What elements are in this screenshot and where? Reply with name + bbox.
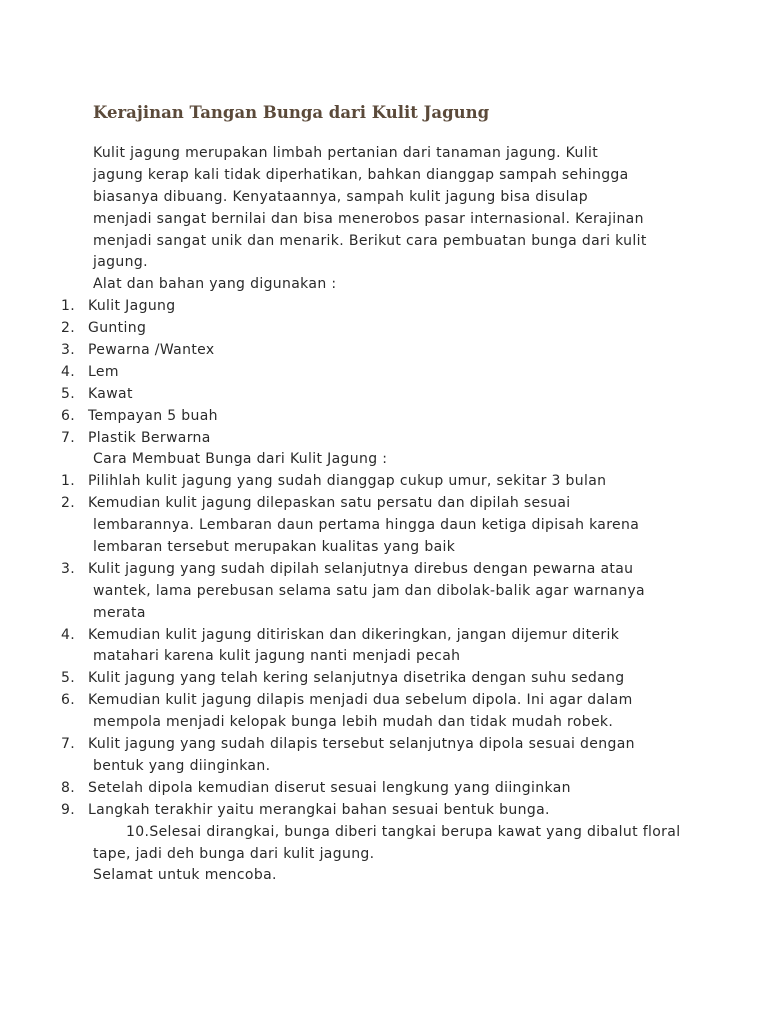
list-item xyxy=(0,340,768,362)
list-number: 2. xyxy=(61,495,76,512)
list-text: Pilihlah kulit jagung yang sudah dianggap cukup umur, sekitar 3 bulan xyxy=(88,473,607,490)
intro-line: menjadi sangat bernilai dan bisa menerobos pasar internasional. Kerajinan xyxy=(93,210,644,227)
list-item xyxy=(0,800,768,822)
list-number: 2. xyxy=(61,320,76,337)
list-item xyxy=(0,296,768,318)
document-title: Kerajinan Tangan Bunga dari Kulit Jagung xyxy=(93,103,490,122)
list-item xyxy=(0,493,768,515)
list-item xyxy=(0,384,768,406)
list-text: Kulit jagung yang telah kering selanjutnya disetrika dengan suhu sedang xyxy=(88,670,625,687)
list-item-continuation: merata xyxy=(93,604,146,621)
list-item xyxy=(0,559,768,581)
list-item xyxy=(0,428,768,450)
intro-line: jagung kerap kali tidak diperhatikan, bahkan dianggap sampah sehingga xyxy=(93,166,629,183)
list-item xyxy=(0,406,768,428)
list-number: 10. xyxy=(126,823,150,840)
list-item xyxy=(0,690,768,712)
intro-line: Kulit jagung merupakan limbah pertanian dari tanaman jagung. Kulit xyxy=(93,145,599,161)
list-number: 1. xyxy=(61,473,76,490)
document-body xyxy=(0,143,768,887)
list-item xyxy=(0,362,768,384)
list-number: 5. xyxy=(61,670,76,687)
list-number: 1. xyxy=(61,298,76,315)
list-text: Kemudian kulit jagung ditiriskan dan dikeringkan, jangan dijemur diterik xyxy=(88,626,620,643)
closing-line: Selamat untuk mencoba. xyxy=(93,867,277,884)
list-number: 4. xyxy=(61,626,76,643)
list-number: 8. xyxy=(61,779,76,796)
list-text: Gunting xyxy=(88,320,147,337)
list-text: Plastik Berwarna xyxy=(88,429,211,446)
list-item-continuation: matahari karena kulit jagung nanti menjadi pecah xyxy=(93,648,461,665)
list-text: Pewarna /Wantex xyxy=(88,342,215,359)
intro-line: biasanya dibuang. Kenyataannya, sampah kulit jagung bisa disulap xyxy=(93,188,588,205)
steps-heading: Cara Membuat Bunga dari Kulit Jagung : xyxy=(93,451,388,468)
list-item xyxy=(0,668,768,690)
list-text: Kawat xyxy=(88,385,133,402)
list-number: 9. xyxy=(61,801,76,818)
list-text: Kulit jagung yang sudah dipilah selanjutnya direbus dengan pewarna atau xyxy=(88,560,634,577)
list-number: 7. xyxy=(61,736,76,753)
list-text: Lem xyxy=(88,363,119,380)
list-item xyxy=(0,471,768,493)
list-item xyxy=(0,778,768,800)
list-number: 3. xyxy=(61,560,76,577)
list-number: 6. xyxy=(61,692,76,709)
list-text: Tempayan 5 buah xyxy=(88,407,218,424)
list-number: 7. xyxy=(61,429,76,446)
list-item-continuation: tape, jadi deh bunga dari kulit jagung. xyxy=(93,845,375,862)
list-number: 4. xyxy=(61,363,76,380)
list-text: Kulit Jagung xyxy=(88,298,176,315)
list-text: Kemudian kulit jagung dilapis menjadi dua sebelum dipola. Ini agar dalam xyxy=(88,692,633,709)
list-text: Kemudian kulit jagung dilepaskan satu persatu dan dipilah sesuai xyxy=(88,495,571,512)
list-item xyxy=(0,822,768,844)
materials-heading: Alat dan bahan yang digunakan : xyxy=(93,276,337,293)
list-item xyxy=(0,734,768,756)
list-text: Setelah dipola kemudian diserut sesuai lengkung yang diinginkan xyxy=(88,779,571,796)
list-number: 3. xyxy=(61,342,76,359)
list-item-continuation: lembarannya. Lembaran daun pertama hingga daun ketiga dipisah karena xyxy=(93,517,640,534)
list-item-continuation: mempola menjadi kelopak bunga lebih mudah dan tidak mudah robek. xyxy=(93,714,614,731)
list-text: Langkah terakhir yaitu merangkai bahan sesuai bentuk bunga. xyxy=(88,801,550,818)
list-item-continuation: lembaran tersebut merupakan kualitas yang baik xyxy=(93,539,456,556)
list-item xyxy=(0,318,768,340)
list-item xyxy=(0,625,768,647)
intro-line: menjadi sangat unik dan menarik. Berikut cara pembuatan bunga dari kulit xyxy=(93,232,647,249)
list-text: Selesai dirangkai, bunga diberi tangkai berupa kawat yang dibalut floral xyxy=(149,823,681,840)
list-item-continuation: wantek, lama perebusan selama satu jam dan dibolak-balik agar warnanya xyxy=(93,582,645,599)
list-item-continuation: bentuk yang diinginkan. xyxy=(93,757,271,774)
list-text: Kulit jagung yang sudah dilapis tersebut selanjutnya dipola sesuai dengan xyxy=(88,736,635,753)
list-number: 5. xyxy=(61,385,76,402)
intro-line: jagung. xyxy=(93,254,148,271)
list-number: 6. xyxy=(61,407,76,424)
